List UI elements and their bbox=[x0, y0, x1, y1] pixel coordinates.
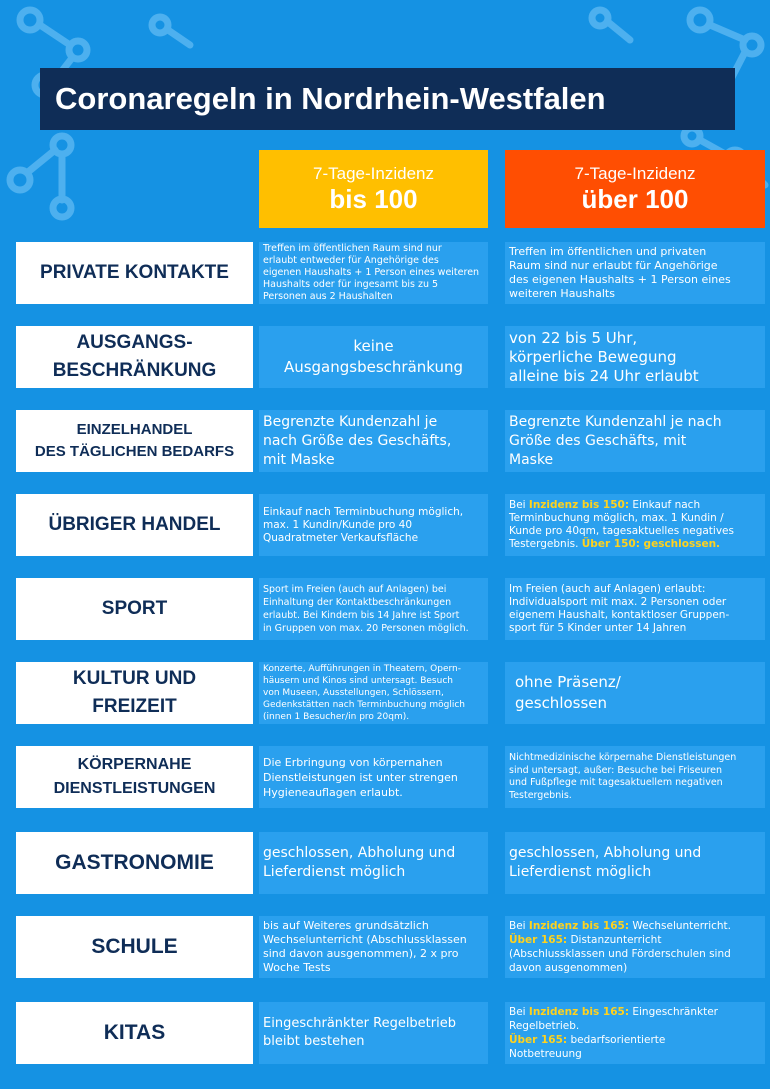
rule-cell-up-to-100: keine Ausgangsbeschränkung bbox=[259, 326, 488, 388]
rule-cell-over-100 bbox=[505, 1002, 765, 1064]
row-label: KÖRPERNAHE DIENSTLEISTUNGEN bbox=[16, 746, 253, 808]
row-label: KITAS bbox=[16, 1002, 253, 1064]
rule-cell-up-to-100: Konzerte, Aufführungen in Theatern, Opern- häusern und Kinos sind untersagt. Besuch von Museen, Ausstellungen, Schlössern, Gedenkstätten nach Terminbuchung möglich (innen 1 Besucher/in pro 20qm). bbox=[259, 662, 488, 724]
rule-cell-over-100 bbox=[505, 916, 765, 978]
rule-cell-over-100: Nichtmedizinische körpernahe Dienstleistungen sind untersagt, außer: Besuche bei Friseuren und Fußpflege mit tagesaktuellem negativen Testergebnis. bbox=[505, 746, 765, 808]
column-header-line1: 7-Tage-Inzidenz bbox=[574, 164, 696, 183]
rule-text bbox=[509, 919, 731, 975]
rule-text-part: Bei bbox=[509, 920, 529, 932]
rule-cell-up-to-100: Sport im Freien (auch auf Anlagen) bei Einhaltung der Kontaktbeschränkungen erlaubt. Bei Kindern bis 14 Jahre ist Sport in Gruppen von max. 20 Personen möglich. bbox=[259, 578, 488, 640]
rule-cell-up-to-100: Eingeschränkter Regelbetrieb bleibt bestehen bbox=[259, 1002, 488, 1064]
column-header-line1: 7-Tage-Inzidenz bbox=[313, 164, 434, 183]
row-label: KULTUR UND FREIZEIT bbox=[16, 662, 253, 724]
rule-text bbox=[509, 1005, 718, 1061]
rule-cell-over-100: Begrenzte Kundenzahl je nach Größe des Geschäfts, mit Maske bbox=[505, 410, 765, 472]
incidence-highlight: Inzidenz bis 165: bbox=[528, 920, 630, 932]
rule-cell-over-100: Im Freien (auch auf Anlagen) erlaubt: Individualsport mit max. 2 Personen oder eigenem Haushalt, kontaktloser Gruppen- sport für 5 Kinder unter 14 Jahren bbox=[505, 578, 765, 640]
rule-cell-over-100: Treffen im öffentlichen und privaten Raum sind nur erlaubt für Angehörige des eigenen Haushalts + 1 Person eines weiteren Haushalts bbox=[505, 242, 765, 304]
page-title: Coronaregeln in Nordrhein-Westfalen bbox=[40, 68, 735, 130]
row-label: AUSGANGS- BESCHRÄNKUNG bbox=[16, 326, 253, 388]
column-header-over-100 bbox=[505, 150, 765, 228]
row-label: SCHULE bbox=[16, 916, 253, 978]
incidence-highlight: Inzidenz bis 165: bbox=[528, 1006, 630, 1018]
rule-text-part: Distanzunterricht (Abschlussklassen und Förderschulen sind davon ausgenommen) bbox=[509, 934, 731, 974]
rule-cell-up-to-100: Die Erbringung von körpernahen Dienstleistungen ist unter strengen Hygieneauflagen erlaubt. bbox=[259, 746, 488, 808]
rule-cell-over-100: ohne Präsenz/ geschlossen bbox=[505, 662, 765, 724]
rule-cell-over-100: von 22 bis 5 Uhr, körperliche Bewegung alleine bis 24 Uhr erlaubt bbox=[505, 326, 765, 388]
row-label: GASTRONOMIE bbox=[16, 832, 253, 894]
rule-cell-up-to-100: geschlossen, Abholung und Lieferdienst möglich bbox=[259, 832, 488, 894]
rule-text-part: Eingeschränkter Regelbetrieb. bbox=[509, 1006, 718, 1032]
row-label: SPORT bbox=[16, 578, 253, 640]
rule-text-part: Einkauf nach Terminbuchung möglich, max. 1 Kundin / Kunde pro 40qm, tagesaktuelles negatives Testergebnis. bbox=[509, 499, 734, 550]
rule-cell-up-to-100: Treffen im öffentlichen Raum sind nur erlaubt entweder für Angehörige des eigenen Haushalts + 1 Person eines weiteren Haushalts oder für ingesamt bis zu 5 Personen aus 2 Haushalten bbox=[259, 242, 488, 304]
rule-cell-up-to-100: Einkauf nach Terminbuchung möglich, max. 1 Kundin/Kunde pro 40 Quadratmeter Verkaufsfläche bbox=[259, 494, 488, 556]
rule-text-part: Bei bbox=[509, 1006, 529, 1018]
incidence-highlight: Über 150: geschlossen. bbox=[581, 538, 721, 550]
incidence-highlight: Über 165: bbox=[509, 934, 568, 946]
rule-text-part: bedarfsorientierte Notbetreuung bbox=[509, 1034, 666, 1060]
column-header-line2: bis 100 bbox=[329, 184, 418, 214]
column-header-line2: über 100 bbox=[581, 184, 689, 214]
rule-cell-up-to-100: bis auf Weiteres grundsätzlich Wechselunterricht (Abschlussklassen sind davon ausgenommen), 2 x pro Woche Tests bbox=[259, 916, 488, 978]
row-label: ÜBRIGER HANDEL bbox=[16, 494, 253, 556]
rule-text-part: Bei bbox=[509, 499, 529, 511]
rule-cell-up-to-100: Begrenzte Kundenzahl je nach Größe des Geschäfts, mit Maske bbox=[259, 410, 488, 472]
incidence-highlight: Über 165: bbox=[509, 1034, 568, 1046]
rule-text-part: Wechselunterricht. bbox=[632, 920, 732, 932]
rule-text bbox=[509, 499, 734, 551]
rule-cell-over-100: geschlossen, Abholung und Lieferdienst möglich bbox=[505, 832, 765, 894]
incidence-highlight: Inzidenz bis 150: bbox=[528, 499, 630, 511]
rule-cell-over-100 bbox=[505, 494, 765, 556]
row-label: PRIVATE KONTAKTE bbox=[16, 242, 253, 304]
row-label: EINZELHANDEL DES TÄGLICHEN BEDARFS bbox=[16, 410, 253, 472]
column-header-up-to-100 bbox=[259, 150, 488, 228]
